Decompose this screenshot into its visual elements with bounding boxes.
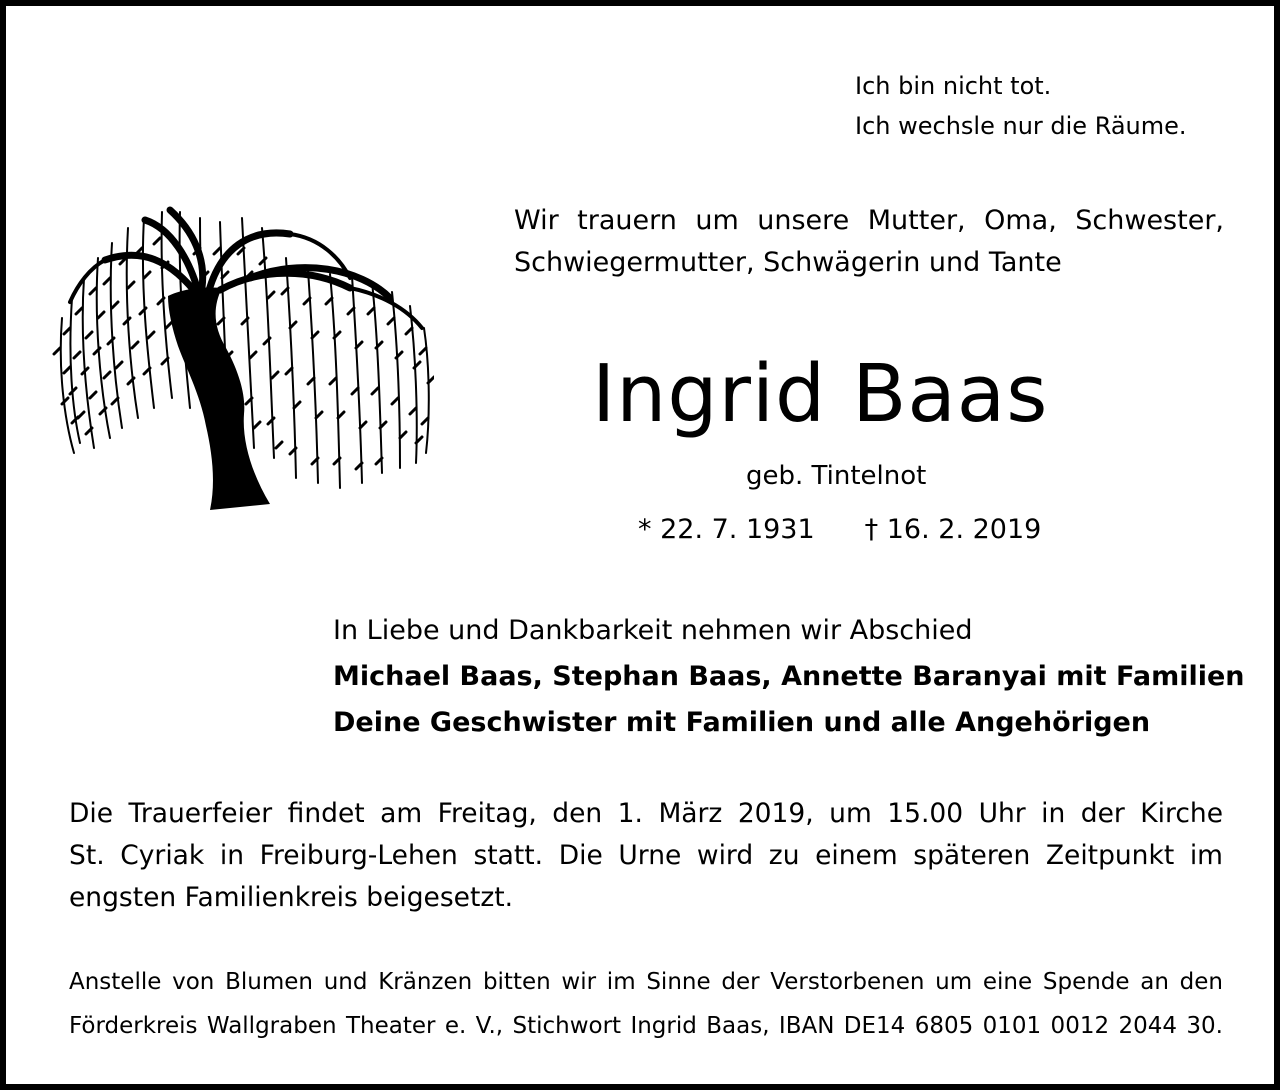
intro-line-2: Schwiegermutter, Schwägerin und Tante [514,247,1062,278]
mourners [333,654,1245,746]
farewell-line: In Liebe und Dankbarkeit nehmen wir Abschied [333,615,973,646]
donation-request [69,960,1223,1048]
funeral-line-1: Die Trauerfeier findet am Freitag, den 1. März 2019, um 15.00 Uhr in der Kirche [69,798,1223,829]
motto-line-1: Ich bin nicht tot. [855,72,1052,100]
birth-date: * 22. 7. 1931 [638,514,815,545]
birth-name: geb. Tintelnot [746,461,927,491]
donation-line-2: Förderkreis Wallgraben Theater e. V., Stichwort Ingrid Baas, IBAN DE14 6805 0101 0012 2044 30. [69,1013,1223,1039]
death-date: † 16. 2. 2019 [864,514,1042,545]
motto [855,66,1187,146]
mourning-intro [514,200,1224,284]
deceased-name: Ingrid Baas [592,348,1049,440]
mourners-line-2: Deine Geschwister mit Familien und alle Angehörigen [333,707,1151,738]
funeral-line-3: engsten Familienkreis beigesetzt. [69,882,514,913]
mourners-line-1: Michael Baas, Stephan Baas, Annette Baranyai mit Familien [333,661,1245,692]
life-dates [638,511,1041,549]
donation-line-1: Anstelle von Blumen und Kränzen bitten wir im Sinne der Verstorbenen um eine Spende an den [69,969,1223,995]
funeral-line-2: St. Cyriak in Freiburg-Lehen statt. Die Urne wird zu einem späteren Zeitpunkt im [69,840,1223,871]
weeping-willow-icon [50,198,434,518]
intro-line-1: Wir trauern um unsere Mutter, Oma, Schwester, [514,205,1224,236]
motto-line-2: Ich wechsle nur die Räume. [855,112,1187,140]
funeral-info [69,793,1223,919]
